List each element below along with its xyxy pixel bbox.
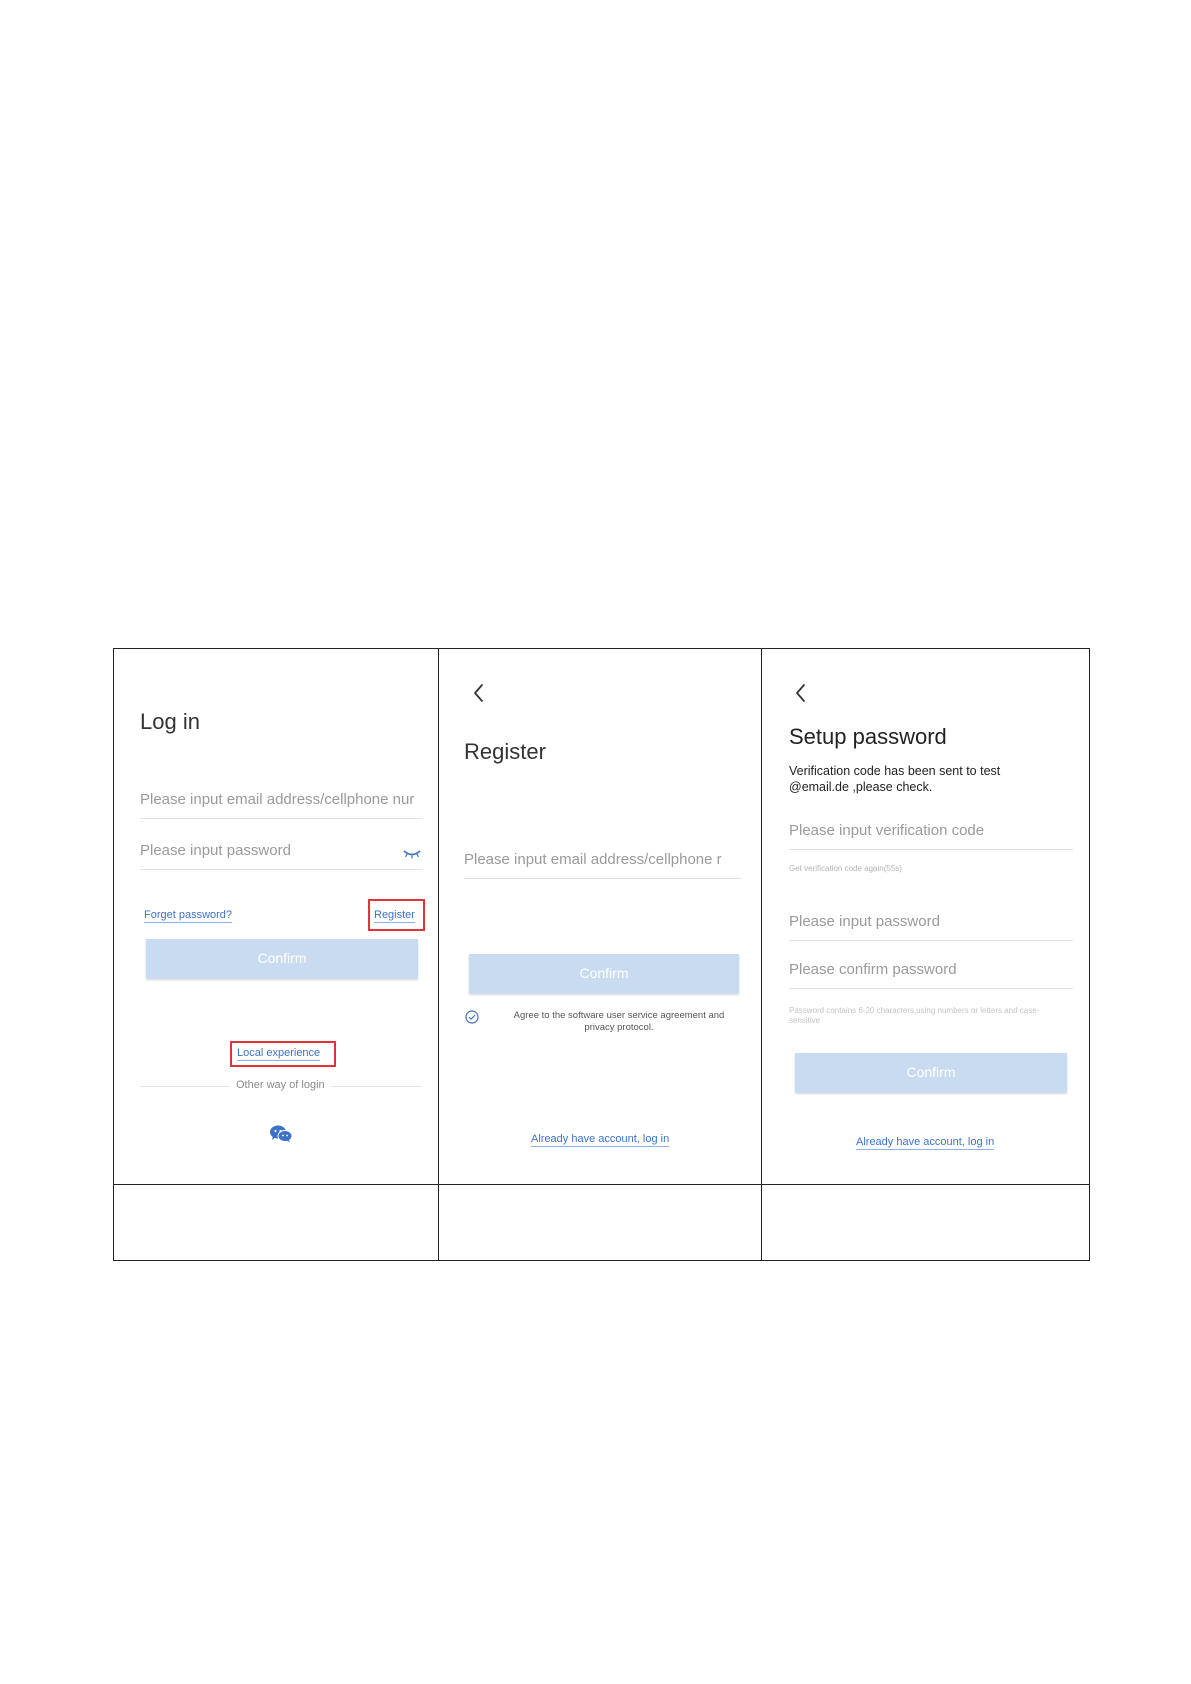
verification-notice: Verification code has been sent to test @email.de ,please check. — [789, 764, 1001, 794]
chevron-left-icon[interactable] — [791, 681, 811, 705]
empty-cell-2 — [438, 1184, 761, 1260]
register-link[interactable]: Register — [374, 909, 415, 921]
empty-cell-1 — [114, 1184, 438, 1260]
other-way-label: Other way of login — [230, 1079, 331, 1091]
login-password-input[interactable] — [140, 842, 422, 870]
agreement-text[interactable]: Agree to the software user service agreement and privacy protocol. — [513, 1010, 725, 1033]
confirm-password-input[interactable]: Please confirm password — [789, 961, 1073, 989]
login-email-input[interactable]: Please input email address/cellphone nur — [140, 791, 422, 819]
register-email-input[interactable]: Please input email address/cellphone r — [464, 851, 742, 879]
eye-closed-icon[interactable] — [402, 849, 422, 859]
login-screen — [114, 649, 438, 1184]
verification-code-input[interactable]: Please input verification code — [789, 822, 1073, 850]
setup-title: Setup password — [789, 724, 947, 749]
login-title: Log in — [140, 709, 200, 734]
setup-login-link[interactable]: Already have account, log in — [856, 1136, 995, 1148]
forget-password-link[interactable]: Forget password? — [144, 909, 233, 921]
register-title: Register — [464, 739, 546, 764]
register-login-link[interactable]: Already have account, log in — [531, 1133, 670, 1145]
register-screen — [438, 649, 761, 1184]
wechat-icon[interactable] — [269, 1124, 293, 1144]
register-confirm-button[interactable]: Confirm — [469, 954, 739, 993]
empty-cell-3 — [761, 1184, 1089, 1260]
screenshot-table — [113, 648, 1090, 1261]
chevron-left-icon[interactable] — [469, 681, 489, 705]
local-experience-link[interactable]: Local experience — [237, 1047, 321, 1059]
login-password-placeholder: Please input password — [140, 842, 291, 859]
check-circle-icon[interactable] — [465, 1010, 479, 1024]
resend-code-link[interactable]: Get verification code again(55s) — [789, 864, 902, 873]
password-hint: Password contains 6-20 characters,using numbers or letters and case-sensitive — [789, 1006, 1040, 1025]
setup-password-screen — [761, 649, 1089, 1184]
setup-password-input[interactable]: Please input password — [789, 913, 1073, 941]
setup-confirm-button[interactable]: Confirm — [795, 1053, 1067, 1092]
login-confirm-button[interactable]: Confirm — [146, 939, 418, 978]
